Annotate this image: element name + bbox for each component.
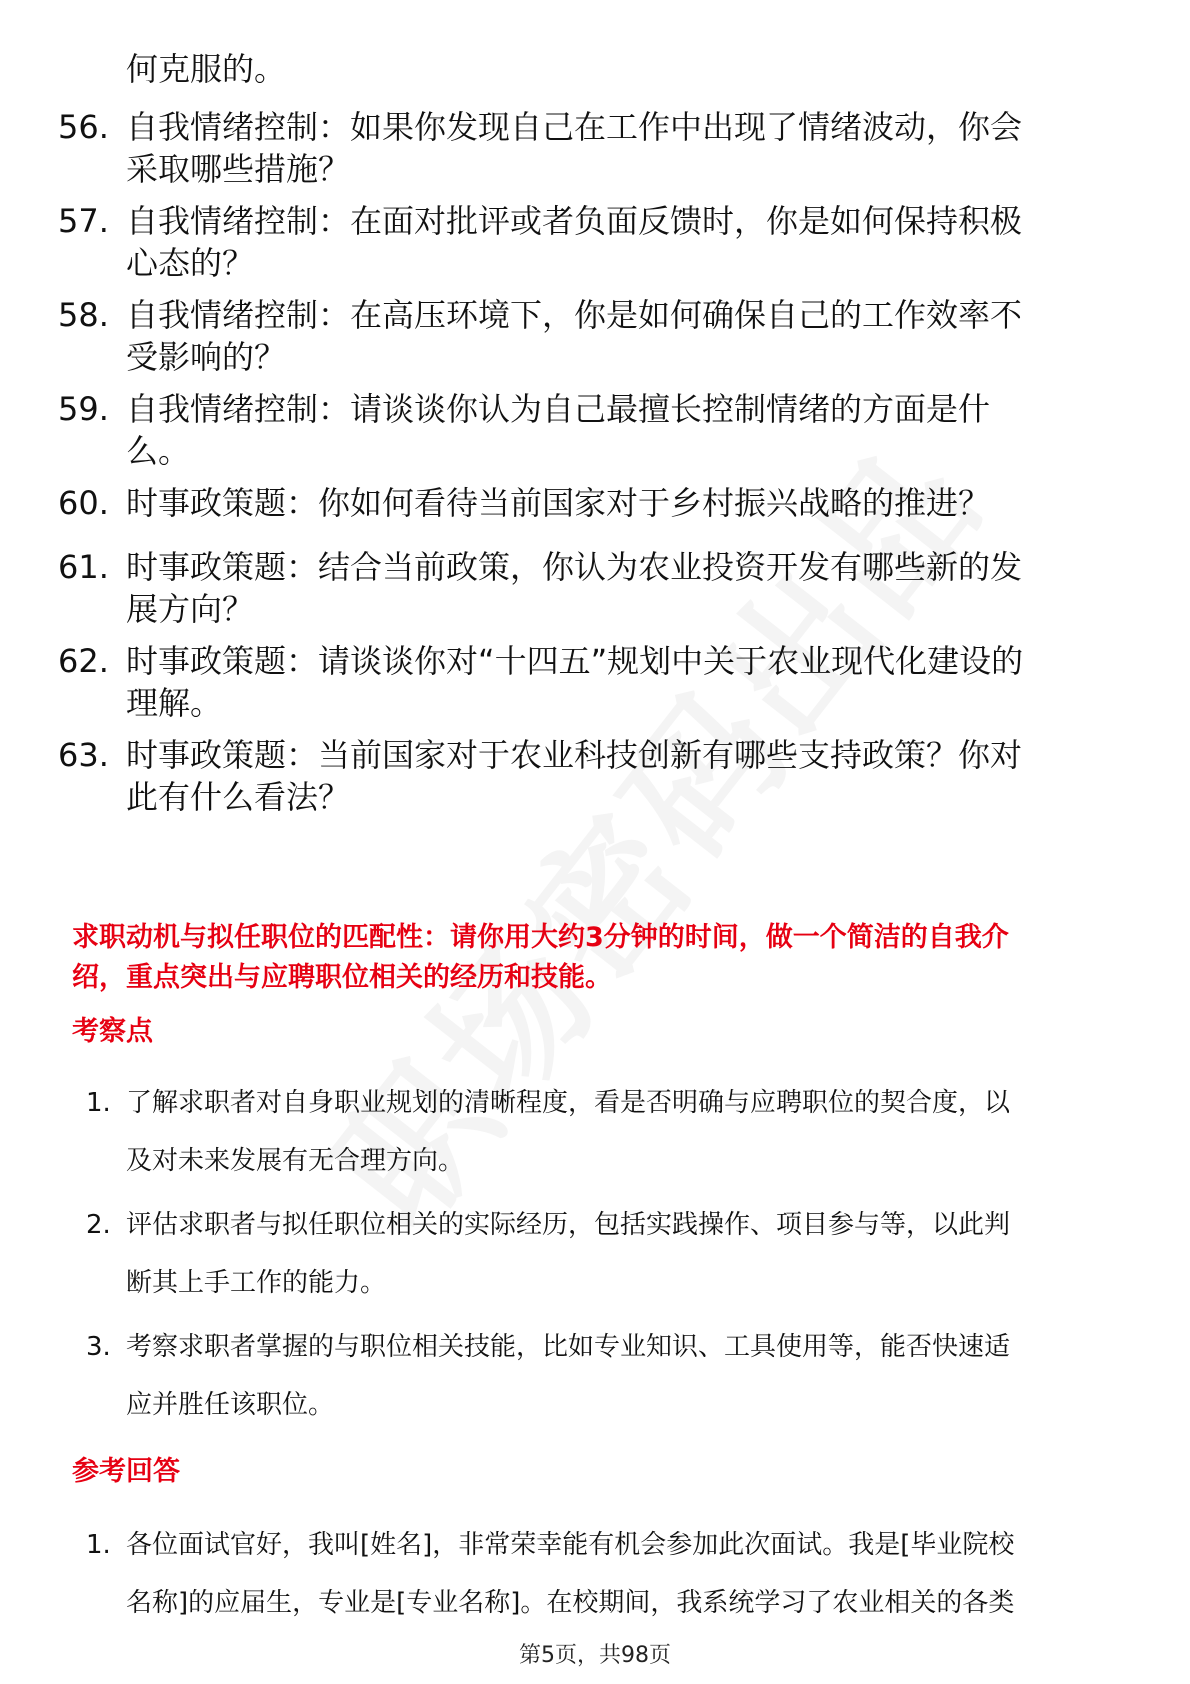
question-line: 自我情绪控制：在高压环境下，你是如何确保自己的工作效率不: [126, 296, 1023, 334]
question-number: 63.: [58, 736, 109, 774]
list-line: 评估求职者与拟任职位相关的实际经历，包括实践操作、项目参与等，以此判: [126, 1210, 1011, 1240]
question-number: 61.: [58, 548, 109, 586]
question-line: 自我情绪控制：请谈谈你认为自己最擅长控制情绪的方面是什: [126, 390, 991, 428]
question-number: 56.: [58, 108, 109, 146]
question-line: 理解。: [126, 684, 223, 722]
list-line: 各位面试官好，我叫[姓名]，非常荣幸能有机会参加此次面试。我是[毕业院校: [126, 1530, 1015, 1560]
question-line: 此有什么看法？: [126, 778, 351, 816]
highlight-question-line: 绍，重点突出与应聘职位相关的经历和技能。: [72, 962, 612, 993]
page-footer: 第5页，共98页: [519, 1643, 671, 1668]
list-line: 考察求职者掌握的与职位相关技能，比如专业知识、工具使用等，能否快速适: [126, 1332, 1011, 1362]
question-number: 59.: [58, 390, 109, 428]
question-line: 时事政策题：请谈谈你对“十四五”规划中关于农业现代化建设的: [126, 642, 1024, 680]
question-line: 展方向？: [126, 590, 255, 628]
list-line: 应并胜任该职位。: [126, 1390, 335, 1420]
question-line: 受影响的？: [126, 338, 287, 376]
question-line: 心态的？: [126, 244, 255, 282]
highlight-question-line: 求职动机与拟任职位的匹配性：请你用大约3分钟的时间，做一个简洁的自我介: [72, 922, 1009, 953]
question-line: 时事政策题：结合当前政策，你认为农业投资开发有哪些新的发: [126, 548, 1023, 586]
question-line: 采取哪些措施？: [126, 150, 351, 188]
question-line: 时事政策题：你如何看待当前国家对于乡村振兴战略的推进？: [126, 484, 991, 522]
question-number: 60.: [58, 484, 109, 522]
question-line: 时事政策题：当前国家对于农业科技创新有哪些支持政策？你对: [126, 736, 1023, 774]
section-heading-cankao: 参考回答: [72, 1456, 180, 1487]
list-number: 1.: [86, 1530, 111, 1560]
question-number: 62.: [58, 642, 109, 680]
list-number: 3.: [86, 1332, 111, 1362]
highlight-question: [72, 918, 1112, 998]
list-line: 及对未来发展有无合理方向。: [126, 1146, 465, 1176]
question-continuation: 何克服的。: [126, 50, 287, 88]
section-heading-kaochadian: 考察点: [72, 1016, 153, 1047]
list-line: 了解求职者对自身职业规划的清晰程度，看是否明确与应聘职位的契合度，以: [126, 1088, 1011, 1118]
question-number: 58.: [58, 296, 109, 334]
list-number: 2.: [86, 1210, 111, 1240]
question-line: 自我情绪控制：在面对批评或者负面反馈时，你是如何保持积极: [126, 202, 1023, 240]
question-line: 么。: [126, 432, 191, 470]
question-number: 57.: [58, 202, 109, 240]
list-number: 1.: [86, 1088, 111, 1118]
list-line: 名称]的应届生，专业是[专业名称]。在校期间，我系统学习了农业相关的各类: [126, 1588, 1015, 1618]
question-line: 自我情绪控制：如果你发现自己在工作中出现了情绪波动，你会: [126, 108, 1023, 146]
list-line: 断其上手工作的能力。: [126, 1268, 387, 1298]
